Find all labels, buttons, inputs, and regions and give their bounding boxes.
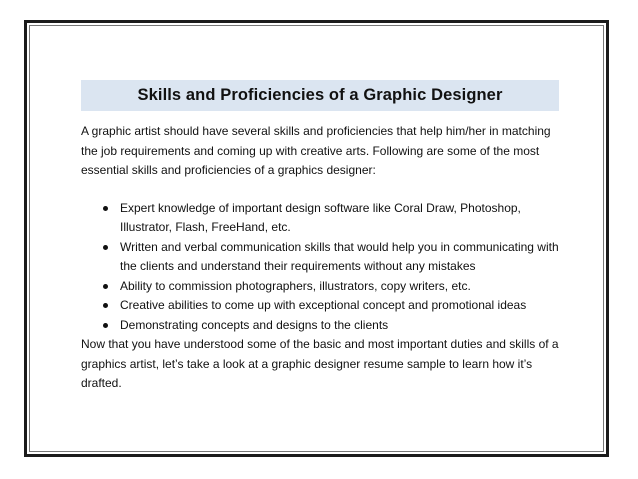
list-item <box>81 316 561 336</box>
page-title: Skills and Proficiencies of a Graphic Designer <box>137 86 503 104</box>
title-bar <box>81 80 559 111</box>
bullet-icon <box>103 206 108 211</box>
list-item-text: Written and verbal communication skills that would help you in communicating with the clients and understand their requirements without any mistakes <box>120 239 559 273</box>
bullet-icon <box>103 245 108 250</box>
document-body <box>81 122 561 394</box>
list-item <box>81 277 561 297</box>
list-item-text: Ability to commission photographers, illustrators, copy writers, etc. <box>120 278 471 293</box>
skills-list <box>81 199 561 336</box>
list-item-text: Expert knowledge of important design software like Coral Draw, Photoshop, Illustrator, Flash, FreeHand, etc. <box>120 200 521 234</box>
list-item-text: Demonstrating concepts and designs to the clients <box>120 317 389 332</box>
list-item-text: Creative abilities to come up with exceptional concept and promotional ideas <box>120 298 527 312</box>
closing-paragraph: Now that you have understood some of the basic and most important duties and skills of a graphics artist, let’s take a look at a graphic designer resume sample to learn how it’s drafted. <box>81 337 559 390</box>
bullet-icon <box>103 303 108 308</box>
list-item <box>81 238 561 277</box>
bullet-icon <box>103 284 108 289</box>
list-item <box>81 296 561 316</box>
bullet-icon <box>103 323 108 328</box>
intro-paragraph: A graphic artist should have several skills and proficiencies that help him/her in matching the job requirements and coming up with creative arts. Following are some of the most essential skills and proficiencies of a graphics designer: <box>81 124 551 177</box>
list-item <box>81 199 561 238</box>
